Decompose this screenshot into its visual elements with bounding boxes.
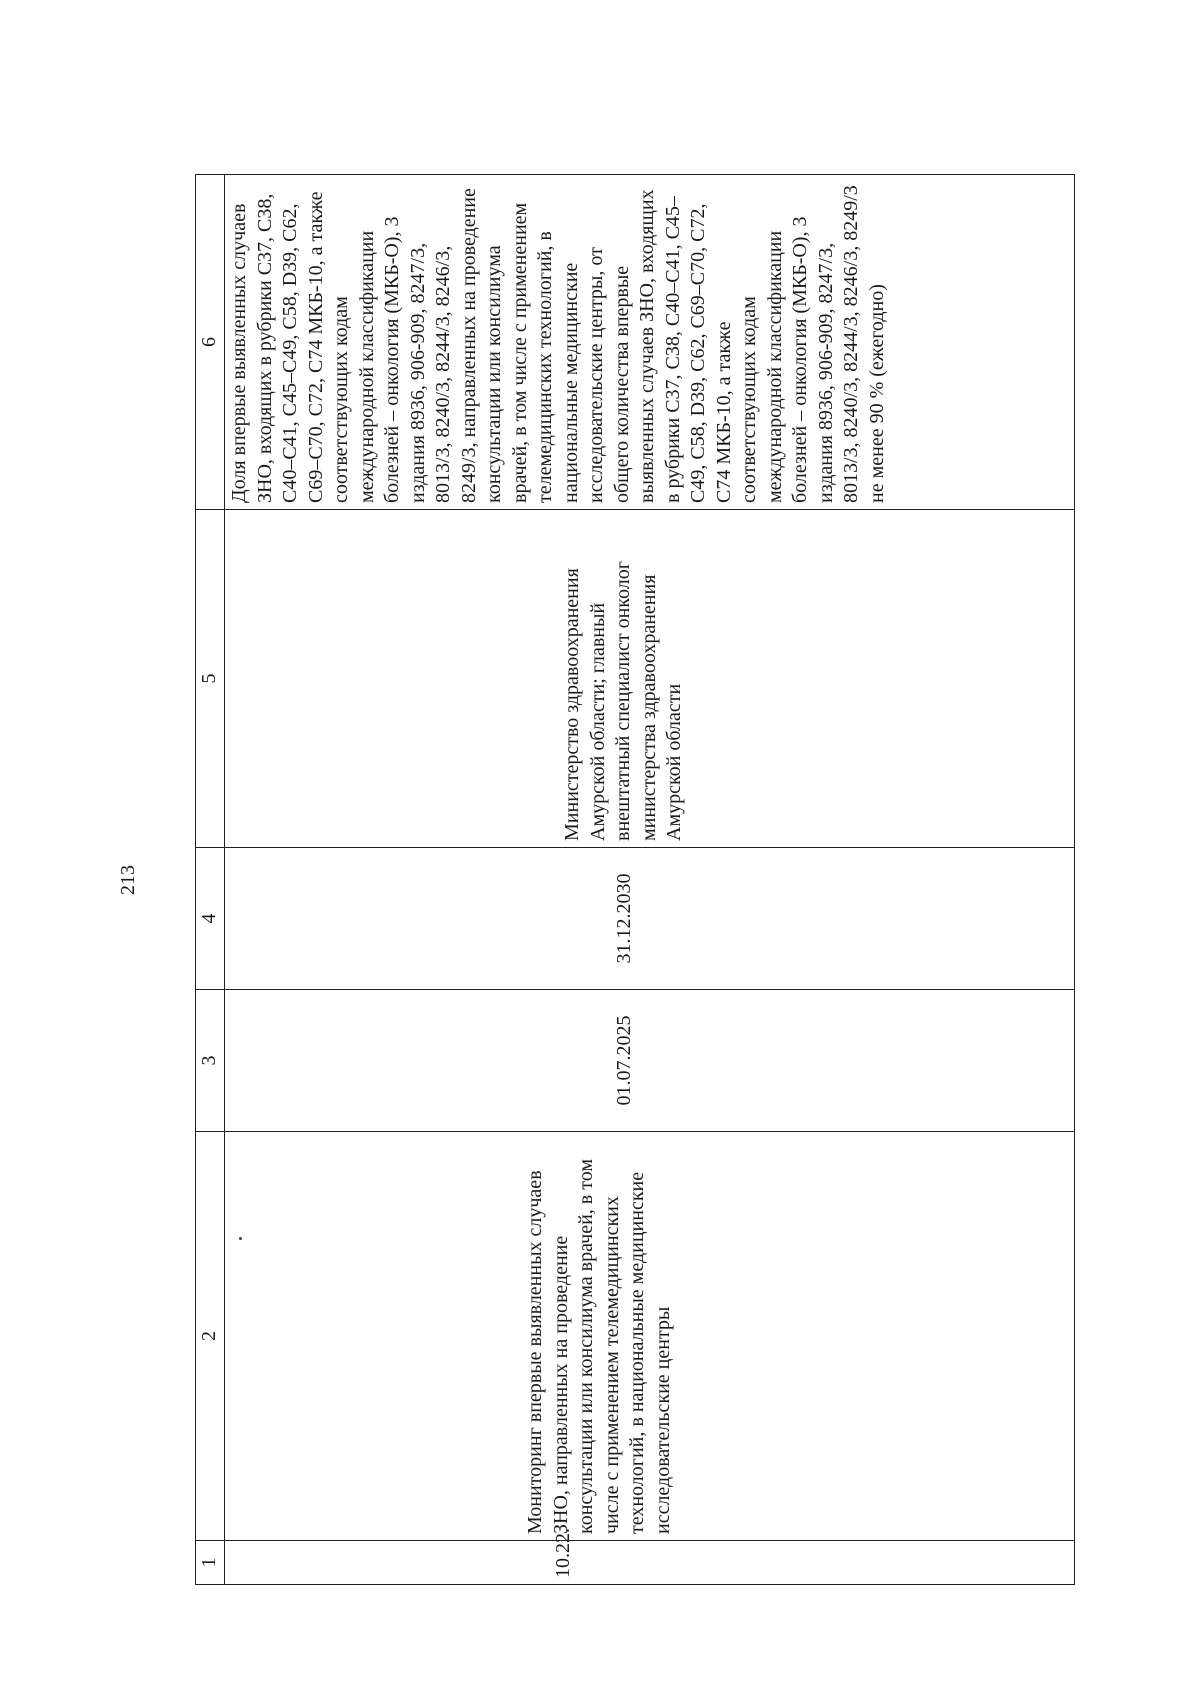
header-col-3: 3 [196,990,225,1132]
action-plan-table [195,174,1075,1585]
responsible-executors: Министерство здравоохранения Амурской области; главный внештатный специалист онколог министерства здравоохранения Амурской области [561,561,685,841]
expected-result: Доля впервые выявленных случаев ЗНО, входящих в рубрики С37, С38, С40–С41, С45–С49, С58, D39, С62, С69–С70, С72, С74 МКБ-10, а также соответствующих кодам международной классификации болезней – онкология (МКБ-О), 3 издания 8936, 906-909, 8247/3, 8013/3, 8240/3, 8244/3, 8246/3, 8249/3, направленных на проведение консультации или консилиума врачей, в том числе с применением телемедицинских технологий, в национальные медицинские исследовательские центры, от общего количества впервые выявленных случаев ЗНО, входящих в рубрики С37, С38, С40–С41, С45–С49, С58, D39, С62, С69–С70, С72, С74 МКБ-10, а также соответствующих кодам международной классификации болезней – онкология (МКБ-О), 3 издания 8936, 906-909, 8247/3, 8013/3, 8240/3, 8244/3, 8246/3, 8249/3 не менее 90 % (ежегодно) [228,185,888,503]
page-number: 213 [117,865,139,895]
rotated-document-page [117,175,1075,1585]
end-date-cell [225,848,1075,990]
measure-description: Мониторинг впервые выявленных случаев ЗНО, направленных на проведение консультации или консилиума врачей, в том числе с применением телемедицинских технологий, в национальные медицинские исследовательские центры [524,1159,674,1534]
responsible-cell [225,510,1075,848]
row-number: 10.22. [552,1528,574,1578]
header-col-4: 4 [196,848,225,990]
table-header-row [196,175,225,1585]
start-date: 01.07.2025 [613,1015,635,1106]
row-number-cell [225,1528,1075,1585]
result-cell [225,175,1075,510]
start-date-cell [225,990,1075,1132]
end-date: 31.12.2030 [613,873,635,964]
header-col-6: 6 [196,175,225,510]
header-col-2: 2 [196,1132,225,1541]
header-col-1: 1 [196,1541,225,1585]
description-cell [225,1132,1075,1541]
table-row [225,175,1075,1585]
header-col-5: 5 [196,510,225,848]
